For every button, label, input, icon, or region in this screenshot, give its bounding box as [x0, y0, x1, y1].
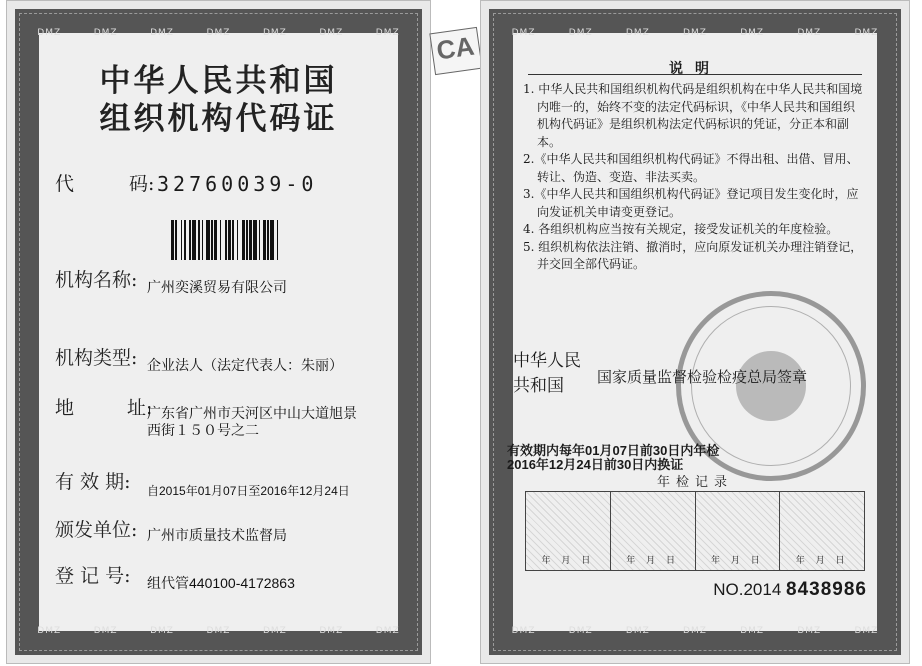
annual-check-cell: 年 月 日: [696, 492, 781, 570]
validity-value: 自2015年01月07日至2016年12月24日: [147, 484, 350, 498]
instructions-list: [523, 81, 863, 274]
address-label: 地: [55, 397, 75, 419]
org-name-label: 机构名称:: [55, 269, 138, 291]
address-line2: 西街１５０号之二: [147, 422, 259, 438]
issuer-value: 广州市质量技术监督局: [147, 527, 287, 543]
dmz-watermark-row-right-bottom: DMZ DMZ DMZ DMZ DMZ DMZ DMZ: [511, 626, 879, 636]
code-label: 代: [55, 173, 75, 195]
certificate-front-page: [6, 0, 431, 664]
instruction-item: 4. 各组织机构应当按有关规定，接受发证机关的年度检验。: [523, 222, 839, 236]
dmz-watermark-row: DMZ DMZ DMZ DMZ DMZ DMZ DMZ: [37, 28, 400, 38]
org-name-value: 广州奕溪贸易有限公司: [147, 279, 287, 295]
annual-check-table: [525, 491, 865, 571]
dmz-watermark-row-right: DMZ DMZ DMZ DMZ DMZ DMZ DMZ: [511, 28, 879, 38]
certificate-title-line2: 组织机构代码证: [99, 101, 338, 137]
instruction-item: 5. 组织机构依法注销、撤消时，应向原发证机关办理注销登记，并交回全部代码证。: [523, 239, 863, 271]
instruction-item: 2.《中华人民共和国组织机构代码证》不得出租、出借、冒用、转让、伪造、变造、非法买卖。: [523, 152, 859, 184]
instructions-title: 说明: [669, 61, 721, 77]
annual-check-cell: 年 月 日: [611, 492, 696, 570]
issuing-authority: 国家质量监督检验检疫总局签章: [597, 368, 808, 386]
org-type-label: 机构类型:: [55, 347, 138, 369]
certificate-title-line1: 中华人民共和国: [99, 63, 338, 99]
barcode: [171, 220, 361, 260]
issuer-label: 颁发单位:: [55, 519, 138, 541]
dmz-watermark-row-bottom: DMZ DMZ DMZ DMZ DMZ DMZ DMZ: [37, 626, 400, 636]
annual-check-title: 年检记录: [656, 475, 733, 490]
registration-label: 登 记 号:: [55, 565, 131, 587]
address-line1: 广东省广州市天河区中山大道旭景: [147, 405, 357, 421]
validity-label: 有 效 期:: [55, 471, 131, 493]
validity-notice: 有效期内每年01月07日前30日内年检 2016年12月24日前30日内换证: [507, 443, 720, 472]
attached-tab: CA: [429, 27, 482, 75]
certificate-back-page: [480, 0, 910, 664]
organization-code: 32760039-0: [157, 172, 318, 196]
registration-value: 组代管440100-4172863: [147, 575, 295, 591]
code-label-suffix: 码:: [129, 173, 155, 195]
org-type-value: 企业法人（法定代表人：朱丽）: [147, 357, 343, 373]
annual-check-cell: 年 月 日: [780, 492, 864, 570]
title-divider: [528, 74, 862, 75]
serial-number: NO.2014 8438986: [713, 579, 867, 600]
instruction-item: 3.《中华人民共和国组织机构代码证》登记项目发生变化时，应向发证机关申请变更登记。: [523, 187, 859, 219]
instruction-item: 1. 中华人民共和国组织机构代码是组织机构在中华人民共和国境内唯一的，始终不变的法定代码标识，《中华人民共和国组织机构代码证》是组织机构法定代码标识的凭证，分正本和副本。: [523, 82, 863, 149]
address-label-suffix: 址:: [127, 397, 153, 419]
issuing-country: 中华人民 共和国: [513, 351, 581, 396]
annual-check-cell: 年 月 日: [526, 492, 611, 570]
